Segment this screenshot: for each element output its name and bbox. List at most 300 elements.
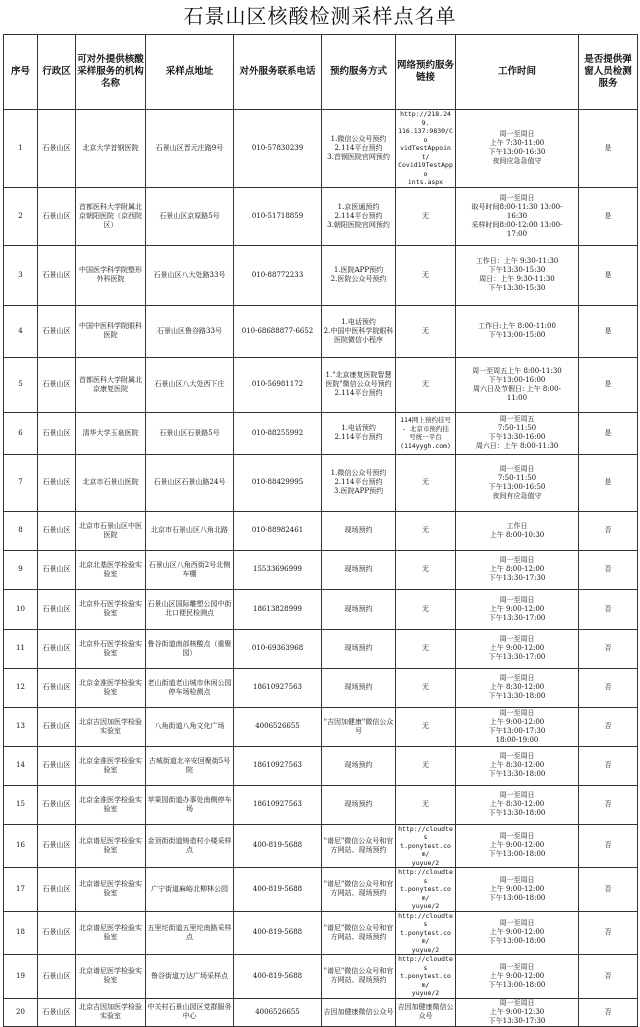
cell-org: 北京金准医学检验实验室 bbox=[76, 785, 146, 824]
cell-org: 北京谱尼医学检验实验室 bbox=[76, 911, 146, 955]
cell-no: 10 bbox=[4, 589, 38, 629]
cell-hours-line: 下午13:30-18:00 bbox=[488, 770, 546, 778]
cell-hours-line: 周一至周日 bbox=[499, 791, 535, 799]
cell-link-line: 无 bbox=[422, 604, 429, 613]
cell-method-line: 1.医院APP预约 bbox=[333, 266, 384, 274]
cell-no: 4 bbox=[4, 305, 38, 357]
cell-link-line: 无 bbox=[422, 270, 429, 279]
cell-method bbox=[322, 629, 396, 668]
cell-phone: 15533696999 bbox=[234, 550, 322, 589]
cell-address: 石景山区八大处路33号 bbox=[146, 245, 234, 305]
cell-hours bbox=[456, 550, 579, 589]
cell-popup: 否 bbox=[579, 629, 638, 668]
cell-hours-line: 上午 8:00-10:30 bbox=[489, 530, 545, 539]
cell-phone: 18610927563 bbox=[234, 746, 322, 785]
cell-method bbox=[322, 550, 396, 589]
cell-popup: 否 bbox=[579, 824, 638, 868]
table-row bbox=[4, 305, 638, 357]
cell-link[interactable] bbox=[396, 955, 456, 999]
cell-method-line: 2.114平台预约 bbox=[334, 143, 383, 152]
cell-method-line: 2.中国中医科学院眼科医院微信小程序 bbox=[323, 326, 394, 344]
cell-hours-line: 周一至周日 bbox=[499, 464, 535, 473]
table-row bbox=[4, 746, 638, 785]
cell-phone: 010-51718859 bbox=[234, 187, 322, 245]
cell-hours-line: 下午13:30-15:30 bbox=[488, 266, 546, 274]
cell-no: 5 bbox=[4, 357, 38, 412]
cell-link-line: 无 bbox=[422, 478, 429, 486]
cell-hours-line: 上午 8:30-12:00 bbox=[489, 683, 545, 691]
header-popup: 是否提供弹窗人员检测服务 bbox=[579, 35, 638, 110]
cell-link-line: t.ponytest.com/ bbox=[400, 885, 451, 902]
cell-hours bbox=[456, 998, 579, 1026]
cell-method bbox=[322, 955, 396, 999]
cell-address: 古城街道北辛安回聚街5号院 bbox=[146, 746, 234, 785]
cell-district: 石景山区 bbox=[38, 245, 76, 305]
cell-method bbox=[322, 707, 396, 746]
cell-hours bbox=[456, 707, 579, 746]
cell-org: 北京大学首钢医院 bbox=[76, 110, 146, 188]
header-phone: 对外服务联系电话 bbox=[234, 35, 322, 110]
cell-district: 石景山区 bbox=[38, 707, 76, 746]
cell-hours-line: 下午13:00-16:00 bbox=[488, 375, 546, 384]
cell-hours-line: 上午 9:00-12:00 bbox=[489, 717, 545, 726]
cell-hours-line: 上午 8:00-12:00 bbox=[489, 565, 545, 573]
cell-method-line: 2.医院公众号预约 bbox=[330, 275, 387, 283]
cell-phone: 010-56981172 bbox=[234, 357, 322, 412]
cell-link bbox=[396, 305, 456, 357]
cell-address: 中关村石景山园区党群服务中心 bbox=[146, 998, 234, 1026]
cell-hours-line: 采样时间8:00-12:00 13:00- bbox=[471, 220, 563, 229]
cell-method bbox=[322, 305, 396, 357]
cell-org: 首都医科大学附属北京朝阳医院（京西院区） bbox=[76, 187, 146, 245]
cell-org: 北京朴石医学检验实验室 bbox=[76, 589, 146, 629]
cell-hours-line: 下午13:30-17:30 bbox=[488, 574, 546, 582]
cell-district: 石景山区 bbox=[38, 454, 76, 511]
cell-district: 石景山区 bbox=[38, 187, 76, 245]
cell-popup: 是 bbox=[579, 110, 638, 188]
cell-link-line: 无 bbox=[422, 326, 429, 335]
cell-address: 石景山区京原路5号 bbox=[146, 187, 234, 245]
table-row bbox=[4, 511, 638, 550]
cell-no: 12 bbox=[4, 668, 38, 707]
cell-address: 金顶街街道铸造村小楼采样点 bbox=[146, 824, 234, 868]
table-row bbox=[4, 589, 638, 629]
cell-address: 八角街道八角文化广场 bbox=[146, 707, 234, 746]
cell-hours-line: 7:50-11:50 bbox=[497, 473, 537, 482]
cell-district: 石景山区 bbox=[38, 550, 76, 589]
cell-link bbox=[396, 785, 456, 824]
cell-address: 广宁街道麻峪北柳林公园 bbox=[146, 868, 234, 912]
cell-org: 北京金准医学检验实验室 bbox=[76, 746, 146, 785]
cell-link-line: (114yygh.com) bbox=[400, 441, 451, 450]
cell-no: 2 bbox=[4, 187, 38, 245]
cell-link[interactable] bbox=[396, 110, 456, 188]
cell-popup: 否 bbox=[579, 785, 638, 824]
cell-method-line: 1.京医通预约 bbox=[337, 202, 380, 211]
header-method: 预约服务方式 bbox=[322, 35, 396, 110]
cell-link-line: yuyue/2 bbox=[411, 989, 440, 997]
cell-hours-line: 上午 9:00-12:30 bbox=[489, 1007, 545, 1016]
cell-org: 北京吉因加医学检验实验室 bbox=[76, 998, 146, 1026]
cell-hours bbox=[456, 589, 579, 629]
cell-link-line: t.ponytest.com/ bbox=[400, 972, 451, 989]
cell-method-line: 3.朝阳医院官网预约 bbox=[327, 220, 390, 229]
cell-hours bbox=[456, 911, 579, 955]
cell-hours bbox=[456, 245, 579, 305]
cell-link[interactable] bbox=[396, 824, 456, 868]
cell-popup: 是 bbox=[579, 412, 638, 454]
cell-method-line: "谱尼"微信公众号和官方网站、现场预约 bbox=[323, 923, 394, 941]
cell-link-line: 116.137:9830/Co bbox=[398, 127, 453, 144]
cell-no: 17 bbox=[4, 868, 38, 912]
page-title: 石景山区核酸检测采样点名单 bbox=[183, 4, 457, 28]
cell-link bbox=[396, 245, 456, 305]
cell-no: 1 bbox=[4, 110, 38, 188]
cell-hours-line: 17:00 bbox=[506, 229, 528, 238]
cell-hours-line: 周六日：上午 8:00-11:30 bbox=[475, 442, 559, 450]
cell-district: 石景山区 bbox=[38, 110, 76, 188]
cell-hours-line: 18:00-19:00 bbox=[495, 735, 539, 744]
cell-link-line: http://cloudtes bbox=[398, 868, 453, 885]
cell-org: 北京市石景山医院 bbox=[76, 454, 146, 511]
cell-link-line: ints.aspx bbox=[407, 178, 444, 186]
cell-district: 石景山区 bbox=[38, 868, 76, 912]
cell-method-line: 1.电话预约 bbox=[341, 424, 376, 432]
cell-method-line: "谱尼"微信公众号和官方网站、现场预约 bbox=[323, 836, 394, 854]
cell-method-line: "谱尼"微信公众号和官方网站、现场预约 bbox=[323, 967, 394, 985]
cell-link-line: 号统一平台 bbox=[409, 433, 442, 441]
cell-no: 19 bbox=[4, 955, 38, 999]
cell-link-line: 无 bbox=[422, 683, 429, 691]
cell-hours-line: 夜间应急急值守 bbox=[492, 157, 542, 166]
cell-method-line: 3.医院APP预约 bbox=[333, 487, 384, 495]
cell-org: 清华大学玉泉医院 bbox=[76, 412, 146, 454]
cell-link bbox=[396, 707, 456, 746]
cell-phone: 400-819-5688 bbox=[234, 868, 322, 912]
cell-district: 石景山区 bbox=[38, 589, 76, 629]
cell-phone: 010-57830239 bbox=[234, 110, 322, 188]
cell-method bbox=[322, 245, 396, 305]
cell-hours-line: 下午13:30-16:00 bbox=[488, 433, 546, 441]
table-row bbox=[4, 357, 638, 412]
cell-popup: 是 bbox=[579, 245, 638, 305]
cell-hours-line: 下午13:30-15:30 bbox=[488, 284, 546, 292]
cell-popup: 否 bbox=[579, 998, 638, 1026]
cell-link-line: yuyue/2 bbox=[411, 902, 440, 910]
cell-method-line: 现场预约 bbox=[344, 800, 373, 808]
cell-no: 15 bbox=[4, 785, 38, 824]
cell-address: 石景山区八角西街2号北侧车棚 bbox=[146, 550, 234, 589]
cell-phone: 400-819-5688 bbox=[234, 955, 322, 999]
cell-method bbox=[322, 357, 396, 412]
cell-address: 老山街道老山城市休闲公园停车场检测点 bbox=[146, 668, 234, 707]
cell-link-line: yuyue/2 bbox=[411, 858, 440, 867]
cell-hours-line: 下午13:00-18:00 bbox=[488, 937, 546, 946]
cell-link-line: 吉因加健康微信公众号 bbox=[397, 1003, 454, 1020]
cell-hours-line: 下午13:30-17:00 bbox=[488, 653, 546, 661]
cell-org: 北京谱尼医学检验实验室 bbox=[76, 824, 146, 868]
cell-link-line: 无 bbox=[422, 211, 429, 220]
cell-phone: 010-68688877-6652 bbox=[234, 305, 322, 357]
table-row bbox=[4, 785, 638, 824]
header-address: 采样点地址 bbox=[146, 35, 234, 110]
table-row bbox=[4, 550, 638, 589]
header-org: 可对外提供核酸采样服务的机构名称 bbox=[76, 35, 146, 110]
cell-link-line: Covid19TestAppo bbox=[398, 161, 453, 178]
cell-popup: 是 bbox=[579, 454, 638, 511]
cell-no: 7 bbox=[4, 454, 38, 511]
cell-district: 石景山区 bbox=[38, 998, 76, 1026]
cell-method-line: 1.电话预约 bbox=[341, 317, 376, 326]
cell-district: 石景山区 bbox=[38, 629, 76, 668]
table-row bbox=[4, 707, 638, 746]
cell-org: 北京谱尼医学检验实验室 bbox=[76, 868, 146, 912]
cell-phone: 400-819-5688 bbox=[234, 824, 322, 868]
cell-link-line: http://cloudtes bbox=[398, 911, 453, 928]
cell-popup: 否 bbox=[579, 868, 638, 912]
cell-address: 石景山区石景山路24号 bbox=[146, 454, 234, 511]
cell-phone: 18610927563 bbox=[234, 785, 322, 824]
table-row bbox=[4, 629, 638, 668]
table-body bbox=[4, 110, 638, 1027]
cell-hours-line: 周一至周日 bbox=[499, 556, 535, 564]
cell-link-line: http://218.249. bbox=[400, 110, 451, 127]
cell-method-line: 2.114平台预约 bbox=[334, 389, 383, 397]
cell-method-line: "吉因加健康"微信公众号 bbox=[323, 717, 394, 735]
cell-org: 北京北基医学检验实验室 bbox=[76, 550, 146, 589]
cell-hours bbox=[456, 746, 579, 785]
cell-link bbox=[396, 412, 456, 454]
cell-no: 9 bbox=[4, 550, 38, 589]
cell-link-line: vidTestAppoint/ bbox=[400, 144, 451, 161]
cell-hours-line: 周一至周日 bbox=[499, 998, 535, 1007]
cell-district: 石景山区 bbox=[38, 668, 76, 707]
cell-method bbox=[322, 187, 396, 245]
cell-link bbox=[396, 668, 456, 707]
cell-method bbox=[322, 998, 396, 1026]
cell-method bbox=[322, 668, 396, 707]
cell-popup: 否 bbox=[579, 511, 638, 550]
cell-hours-line: 上午 8:30-12:00 bbox=[489, 800, 545, 808]
cell-hours-line: 工作日:上午 8:00-11:00 bbox=[478, 322, 556, 330]
cell-hours-line: 7:50-11:50 bbox=[497, 424, 537, 432]
cell-link-line: t.ponytest.com/ bbox=[400, 841, 451, 858]
cell-method-line: 现场预约 bbox=[344, 683, 373, 691]
cell-popup: 是 bbox=[579, 305, 638, 357]
cell-method bbox=[322, 746, 396, 785]
cell-hours-line: 周一至周五上午 8:00-11:30 bbox=[472, 366, 562, 375]
cell-org: 中国医学科学院整形外科医院 bbox=[76, 245, 146, 305]
header-link: 网络预约服务链接 bbox=[396, 35, 456, 110]
cell-no: 8 bbox=[4, 511, 38, 550]
cell-link bbox=[396, 629, 456, 668]
cell-hours-line: 周日：上午 9:30-11:30 bbox=[479, 275, 555, 283]
cell-hours-line: 上午 9:00-12:00 bbox=[489, 841, 545, 850]
cell-method bbox=[322, 785, 396, 824]
cell-district: 石景山区 bbox=[38, 955, 76, 999]
cell-district: 石景山区 bbox=[38, 305, 76, 357]
cell-hours-line: 周一至周日 bbox=[499, 962, 535, 971]
cell-method-line: 现场预约 bbox=[344, 526, 373, 534]
cell-hours bbox=[456, 454, 579, 511]
table-row bbox=[4, 454, 638, 511]
cell-hours-line: 上午 9:00-12:00 bbox=[489, 884, 545, 893]
cell-hours-line: 下午13:00-15:00 bbox=[488, 331, 546, 339]
cell-org: 北京金准医学检验实验室 bbox=[76, 668, 146, 707]
cell-district: 石景山区 bbox=[38, 824, 76, 868]
cell-district: 石景山区 bbox=[38, 511, 76, 550]
table-header-row bbox=[4, 35, 638, 110]
cell-method bbox=[322, 454, 396, 511]
cell-method bbox=[322, 911, 396, 955]
table-row bbox=[4, 187, 638, 245]
cell-popup: 否 bbox=[579, 589, 638, 629]
cell-link-line: 无 bbox=[422, 565, 429, 573]
cell-hours-line: 上午 9:00-12:00 bbox=[489, 928, 545, 937]
cell-link-line: 无 bbox=[422, 380, 429, 388]
cell-hours bbox=[456, 110, 579, 188]
cell-hours-line: 周一至周日 bbox=[499, 832, 535, 841]
table-row bbox=[4, 998, 638, 1026]
cell-hours-line: 下午13:30-18:00 bbox=[488, 809, 546, 817]
cell-hours-line: 上午 7:30-11:00 bbox=[489, 139, 545, 148]
cell-popup: 是 bbox=[579, 357, 638, 412]
cell-method bbox=[322, 511, 396, 550]
cell-method-line: 现场预约 bbox=[344, 604, 373, 613]
cell-method bbox=[322, 412, 396, 454]
cell-district: 石景山区 bbox=[38, 746, 76, 785]
cell-no: 11 bbox=[4, 629, 38, 668]
cell-link[interactable] bbox=[396, 868, 456, 912]
cell-address: 石景山区国际雕塑公园中街北口便民检测点 bbox=[146, 589, 234, 629]
cell-district: 石景山区 bbox=[38, 357, 76, 412]
header-district: 行政区 bbox=[38, 35, 76, 110]
cell-method-line: 2.114平台预约 bbox=[334, 211, 383, 220]
cell-hours bbox=[456, 187, 579, 245]
cell-hours-line: 夜间有应急值守 bbox=[492, 491, 542, 500]
cell-address: 石景山区八大处西下庄 bbox=[146, 357, 234, 412]
cell-phone: 010-88772233 bbox=[234, 245, 322, 305]
cell-hours-line: 周六日及节假日: 上午 8:00- bbox=[473, 384, 561, 393]
cell-hours-line: 11:00 bbox=[506, 393, 528, 402]
cell-method-line: 1.微信公众号预约 bbox=[330, 469, 387, 477]
cell-link-line: 无 bbox=[422, 644, 429, 652]
cell-link bbox=[396, 511, 456, 550]
cell-hours-line: 上午 9:00-12:00 bbox=[489, 644, 545, 652]
cell-method bbox=[322, 824, 396, 868]
cell-hours-line: 周一至周日 bbox=[499, 595, 535, 604]
cell-hours bbox=[456, 305, 579, 357]
cell-link-line: 无 bbox=[422, 526, 429, 534]
cell-hours-line: 下午13:30-17:00 bbox=[488, 613, 546, 622]
cell-hours-line: 下午13:00-18:00 bbox=[488, 980, 546, 989]
cell-hours-line: 周一至周日 bbox=[499, 193, 535, 202]
cell-method-line: 1."北京康复医院智慧医院"微信公众号预约 bbox=[325, 371, 392, 388]
cell-address: 五里坨街道五里坨南路采样点 bbox=[146, 911, 234, 955]
cell-hours-line: 周一至周五 bbox=[499, 415, 535, 423]
cell-org: 北京市石景山区中医医院 bbox=[76, 511, 146, 550]
cell-org: 中国中医科学院眼科医院 bbox=[76, 305, 146, 357]
cell-method-line: 现场预约 bbox=[344, 644, 373, 652]
cell-no: 20 bbox=[4, 998, 38, 1026]
cell-link-line: t.ponytest.com/ bbox=[400, 928, 451, 945]
cell-address: 鲁谷街道南部核酸点（重聚园） bbox=[146, 629, 234, 668]
cell-method-line: 2.114平台预约 bbox=[334, 478, 383, 486]
cell-link bbox=[396, 550, 456, 589]
cell-hours-line: 下午13:00-17:30 bbox=[488, 726, 546, 735]
cell-address: 石景山区石景路5号 bbox=[146, 412, 234, 454]
cell-method-line: 现场预约 bbox=[344, 565, 373, 573]
cell-phone: 4006526655 bbox=[234, 998, 322, 1026]
cell-phone: 010-69363968 bbox=[234, 629, 322, 668]
cell-link-line: yuyue/2 bbox=[411, 945, 440, 954]
table-row bbox=[4, 245, 638, 305]
cell-hours-line: 上午 8:30-12:00 bbox=[489, 761, 545, 769]
cell-link-line: http://cloudtes bbox=[398, 824, 453, 841]
cell-hours bbox=[456, 412, 579, 454]
cell-phone: 4006526655 bbox=[234, 707, 322, 746]
cell-method bbox=[322, 110, 396, 188]
cell-hours-line: 下午13:30-17:30 bbox=[488, 1016, 546, 1025]
cell-hours-line: 取号时间8:00-11:30 13:00- bbox=[471, 202, 563, 211]
cell-address: 北京市石景山区八角北路 bbox=[146, 511, 234, 550]
cell-link bbox=[396, 589, 456, 629]
table-row bbox=[4, 955, 638, 999]
table-row bbox=[4, 911, 638, 955]
table-row bbox=[4, 412, 638, 454]
cell-no: 6 bbox=[4, 412, 38, 454]
table-row bbox=[4, 668, 638, 707]
header-no: 序号 bbox=[4, 35, 38, 110]
cell-link-line: - 北京市预约挂 bbox=[402, 424, 449, 433]
cell-hours-line: 周一至周日 bbox=[499, 875, 535, 884]
table-row bbox=[4, 110, 638, 188]
cell-district: 石景山区 bbox=[38, 785, 76, 824]
cell-hours bbox=[456, 629, 579, 668]
cell-method-line: 吉因加健康微信公众号 bbox=[323, 1007, 394, 1016]
cell-link[interactable] bbox=[396, 911, 456, 955]
cell-no: 16 bbox=[4, 824, 38, 868]
cell-hours-line: 周一至周日 bbox=[499, 708, 535, 717]
cell-hours bbox=[456, 357, 579, 412]
table-row bbox=[4, 868, 638, 912]
cell-link bbox=[396, 746, 456, 785]
cell-phone: 010-88429995 bbox=[234, 454, 322, 511]
cell-hours bbox=[456, 868, 579, 912]
sampling-sites-table bbox=[3, 34, 638, 1027]
cell-popup: 是 bbox=[579, 187, 638, 245]
cell-phone: 400-819-5688 bbox=[234, 911, 322, 955]
cell-link-line: 无 bbox=[422, 761, 429, 769]
cell-popup: 否 bbox=[579, 668, 638, 707]
cell-org: 北京朴石医学检验实验室 bbox=[76, 629, 146, 668]
cell-phone: 010-88982461 bbox=[234, 511, 322, 550]
cell-link bbox=[396, 357, 456, 412]
cell-hours-line: 周一至周日 bbox=[499, 674, 535, 682]
cell-no: 13 bbox=[4, 707, 38, 746]
cell-hours-line: 周一至周日 bbox=[499, 130, 535, 139]
cell-hours-line: 周一至周日 bbox=[499, 752, 535, 760]
cell-link bbox=[396, 187, 456, 245]
cell-org: 北京谱尼医学检验实验室 bbox=[76, 955, 146, 999]
cell-address: 石景山区鲁谷路33号 bbox=[146, 305, 234, 357]
cell-hours bbox=[456, 668, 579, 707]
cell-hours-line: 下午13:00-16:50 bbox=[488, 482, 546, 491]
cell-district: 石景山区 bbox=[38, 911, 76, 955]
cell-method-line: 3.首钢医院官网预约 bbox=[327, 152, 390, 161]
cell-hours bbox=[456, 785, 579, 824]
cell-popup: 否 bbox=[579, 746, 638, 785]
